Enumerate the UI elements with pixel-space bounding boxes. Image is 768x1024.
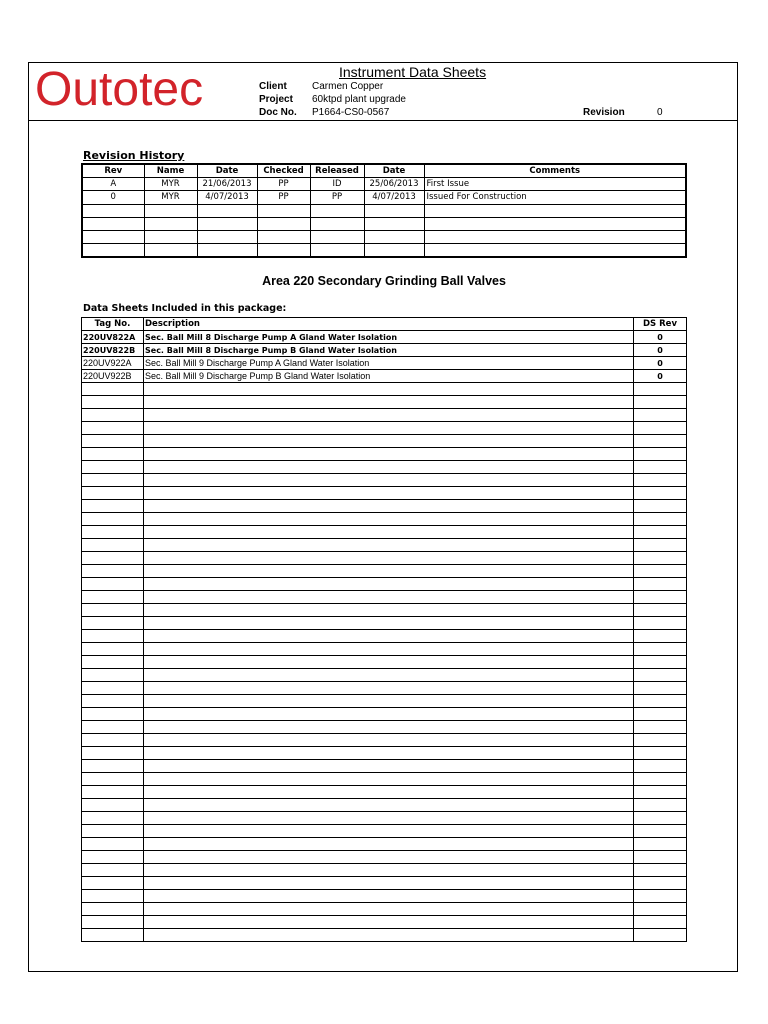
datasheet-row-empty [82,513,687,526]
datasheet-row-empty [82,461,687,474]
col-date: Date [197,164,257,178]
empty-cell [144,513,634,526]
name-cell: MYR [144,178,197,191]
document-sheet [28,62,738,972]
revision-row [82,178,686,191]
datasheet-row-empty [82,786,687,799]
datasheets-title: Data Sheets Included in this package: [83,303,287,314]
empty-cell [82,799,144,812]
empty-cell [634,864,687,877]
empty-cell [634,773,687,786]
empty-cell [82,903,144,916]
client-value: Carmen Copper [312,81,384,92]
empty-cell [634,877,687,890]
datasheet-row-empty [82,851,687,864]
empty-cell [144,838,634,851]
empty-cell [82,487,144,500]
checked-cell: PP [257,191,310,204]
revision-history-table [81,163,687,258]
datasheet-row-empty [82,604,687,617]
revision-value: 0 [657,107,663,118]
datasheet-row-empty [82,591,687,604]
empty-cell [144,747,634,760]
col-comments: Comments [424,164,686,178]
datasheet-row-empty [82,617,687,630]
empty-cell [634,682,687,695]
empty-cell [82,864,144,877]
col-ds-rev: DS Rev [634,318,687,331]
empty-cell [144,890,634,903]
empty-cell [634,786,687,799]
empty-cell [82,617,144,630]
name-cell: MYR [144,191,197,204]
description-cell: Sec. Ball Mill 9 Discharge Pump B Gland Water Isolation [144,370,634,383]
datasheet-row-empty [82,422,687,435]
datasheet-row-empty [82,396,687,409]
empty-cell [634,630,687,643]
datasheet-row-empty [82,487,687,500]
datasheet-row-empty [82,773,687,786]
empty-cell [634,487,687,500]
datasheet-row-empty [82,643,687,656]
empty-cell [634,526,687,539]
empty-cell [144,825,634,838]
empty-cell [634,760,687,773]
ds-rev-cell: 0 [634,331,687,344]
tag-cell: 220UV922A [82,357,144,370]
empty-cell [634,578,687,591]
datasheet-row-empty [82,474,687,487]
empty-cell [634,539,687,552]
datasheet-row-empty [82,500,687,513]
empty-cell [144,539,634,552]
datasheets-table [81,317,687,942]
empty-cell [634,890,687,903]
empty-cell [82,643,144,656]
empty-cell [82,747,144,760]
datasheet-row-empty [82,565,687,578]
empty-cell [144,799,634,812]
empty-cell [82,877,144,890]
datasheet-row-empty [82,630,687,643]
col-description: Description [144,318,634,331]
empty-cell [634,500,687,513]
empty-cell [144,409,634,422]
empty-cell [82,396,144,409]
datasheet-row-empty [82,695,687,708]
empty-cell [144,773,634,786]
empty-cell [82,604,144,617]
empty-cell [634,383,687,396]
datasheet-row [82,344,687,357]
datasheet-row-empty [82,435,687,448]
empty-cell [634,396,687,409]
empty-cell [144,760,634,773]
comments-cell: Issued For Construction [424,191,686,204]
empty-cell [144,383,634,396]
empty-cell [144,617,634,630]
col-tag-no: Tag No. [82,318,144,331]
empty-cell [634,617,687,630]
empty-cell [144,643,634,656]
date-cell: 21/06/2013 [197,178,257,191]
datasheet-row-empty [82,799,687,812]
empty-cell [144,708,634,721]
release-date-cell: 4/07/2013 [364,191,424,204]
rev-cell: A [82,178,144,191]
datasheet-row-empty [82,409,687,422]
empty-cell [634,591,687,604]
empty-cell [144,682,634,695]
released-cell: PP [310,191,364,204]
empty-cell [634,461,687,474]
empty-cell [82,929,144,942]
revision-row [82,191,686,204]
datasheet-row-empty [82,903,687,916]
datasheet-row-empty [82,747,687,760]
empty-cell [634,799,687,812]
empty-cell [144,669,634,682]
empty-cell [82,383,144,396]
col-rev: Rev [82,164,144,178]
empty-cell [634,422,687,435]
revision-header-row [82,164,686,178]
date-cell: 4/07/2013 [197,191,257,204]
empty-cell [144,474,634,487]
release-date-cell: 25/06/2013 [364,178,424,191]
datasheets-header-row [82,318,687,331]
empty-cell [634,552,687,565]
datasheet-row [82,331,687,344]
tag-cell: 220UV922B [82,370,144,383]
empty-cell [144,396,634,409]
revision-row-empty [82,244,686,258]
empty-cell [634,851,687,864]
empty-cell [82,695,144,708]
empty-cell [82,578,144,591]
empty-cell [82,825,144,838]
revision-row-empty [82,217,686,230]
empty-cell [144,864,634,877]
empty-cell [634,721,687,734]
empty-cell [82,682,144,695]
ds-rev-cell: 0 [634,370,687,383]
area-title: Area 220 Secondary Grinding Ball Valves [262,274,506,288]
empty-cell [82,656,144,669]
empty-cell [82,812,144,825]
datasheet-row-empty [82,708,687,721]
datasheet-row-empty [82,929,687,942]
datasheet-row-empty [82,669,687,682]
empty-cell [144,604,634,617]
rev-cell: 0 [82,191,144,204]
empty-cell [634,929,687,942]
empty-cell [82,422,144,435]
empty-cell [634,747,687,760]
empty-cell [634,656,687,669]
empty-cell [144,448,634,461]
empty-cell [144,656,634,669]
outotec-logo: Outotec [35,63,204,116]
ds-rev-cell: 0 [634,357,687,370]
empty-cell [82,669,144,682]
document-title: Instrument Data Sheets [339,64,487,80]
empty-cell [634,708,687,721]
empty-cell [634,812,687,825]
empty-cell [634,643,687,656]
datasheet-row-empty [82,890,687,903]
docno-value: P1664-CS0-0567 [312,107,390,118]
checked-cell: PP [257,178,310,191]
ds-rev-cell: 0 [634,344,687,357]
empty-cell [82,539,144,552]
empty-cell [144,903,634,916]
empty-cell [144,435,634,448]
revision-row-empty [82,230,686,243]
datasheet-row-empty [82,864,687,877]
header-divider [29,120,737,121]
empty-cell [144,487,634,500]
empty-cell [634,513,687,526]
datasheet-row-empty [82,838,687,851]
datasheet-row-empty [82,877,687,890]
empty-cell [144,422,634,435]
empty-cell [82,851,144,864]
datasheet-row-empty [82,916,687,929]
empty-cell [82,786,144,799]
empty-cell [82,565,144,578]
comments-cell: First Issue [424,178,686,191]
client-label: Client [259,81,287,92]
description-cell: Sec. Ball Mill 8 Discharge Pump B Gland Water Isolation [144,344,634,357]
empty-cell [144,552,634,565]
empty-cell [634,604,687,617]
col-release-date: Date [364,164,424,178]
empty-cell [634,734,687,747]
datasheet-row [82,370,687,383]
tag-cell: 220UV822A [82,331,144,344]
empty-cell [82,916,144,929]
empty-cell [144,721,634,734]
empty-cell [634,409,687,422]
empty-cell [634,838,687,851]
datasheet-row-empty [82,656,687,669]
datasheet-row-empty [82,526,687,539]
datasheet-row-empty [82,682,687,695]
empty-cell [144,500,634,513]
empty-cell [82,708,144,721]
empty-cell [144,812,634,825]
datasheet-row-empty [82,721,687,734]
empty-cell [144,565,634,578]
empty-cell [82,591,144,604]
project-label: Project [259,94,293,105]
empty-cell [82,526,144,539]
empty-cell [144,916,634,929]
datasheet-row-empty [82,760,687,773]
col-released: Released [310,164,364,178]
empty-cell [144,695,634,708]
empty-cell [144,591,634,604]
revision-row-empty [82,204,686,217]
empty-cell [82,500,144,513]
empty-cell [144,461,634,474]
description-cell: Sec. Ball Mill 8 Discharge Pump A Gland Water Isolation [144,331,634,344]
project-value: 60ktpd plant upgrade [312,94,406,105]
revision-history-title: Revision History [83,149,185,162]
empty-cell [144,851,634,864]
empty-cell [82,773,144,786]
empty-cell [82,838,144,851]
col-checked: Checked [257,164,310,178]
tag-cell: 220UV822B [82,344,144,357]
empty-cell [634,903,687,916]
col-name: Name [144,164,197,178]
empty-cell [634,435,687,448]
empty-cell [82,435,144,448]
empty-cell [144,929,634,942]
description-cell: Sec. Ball Mill 9 Discharge Pump A Gland Water Isolation [144,357,634,370]
datasheet-row-empty [82,825,687,838]
datasheet-row-empty [82,812,687,825]
empty-cell [634,474,687,487]
empty-cell [144,578,634,591]
empty-cell [634,669,687,682]
empty-cell [144,734,634,747]
datasheet-row-empty [82,552,687,565]
empty-cell [82,409,144,422]
empty-cell [82,734,144,747]
empty-cell [82,760,144,773]
empty-cell [82,461,144,474]
empty-cell [634,448,687,461]
revision-label: Revision [583,107,625,118]
empty-cell [82,474,144,487]
docno-label: Doc No. [259,107,297,118]
empty-cell [82,448,144,461]
datasheet-row-empty [82,383,687,396]
empty-cell [82,721,144,734]
empty-cell [634,695,687,708]
empty-cell [144,526,634,539]
empty-cell [634,565,687,578]
empty-cell [634,916,687,929]
released-cell: ID [310,178,364,191]
empty-cell [82,630,144,643]
datasheet-row-empty [82,734,687,747]
datasheet-row-empty [82,539,687,552]
datasheet-row [82,357,687,370]
datasheet-row-empty [82,578,687,591]
empty-cell [82,513,144,526]
empty-cell [82,552,144,565]
empty-cell [144,786,634,799]
empty-cell [144,877,634,890]
empty-cell [144,630,634,643]
datasheet-row-empty [82,448,687,461]
empty-cell [634,825,687,838]
empty-cell [82,890,144,903]
